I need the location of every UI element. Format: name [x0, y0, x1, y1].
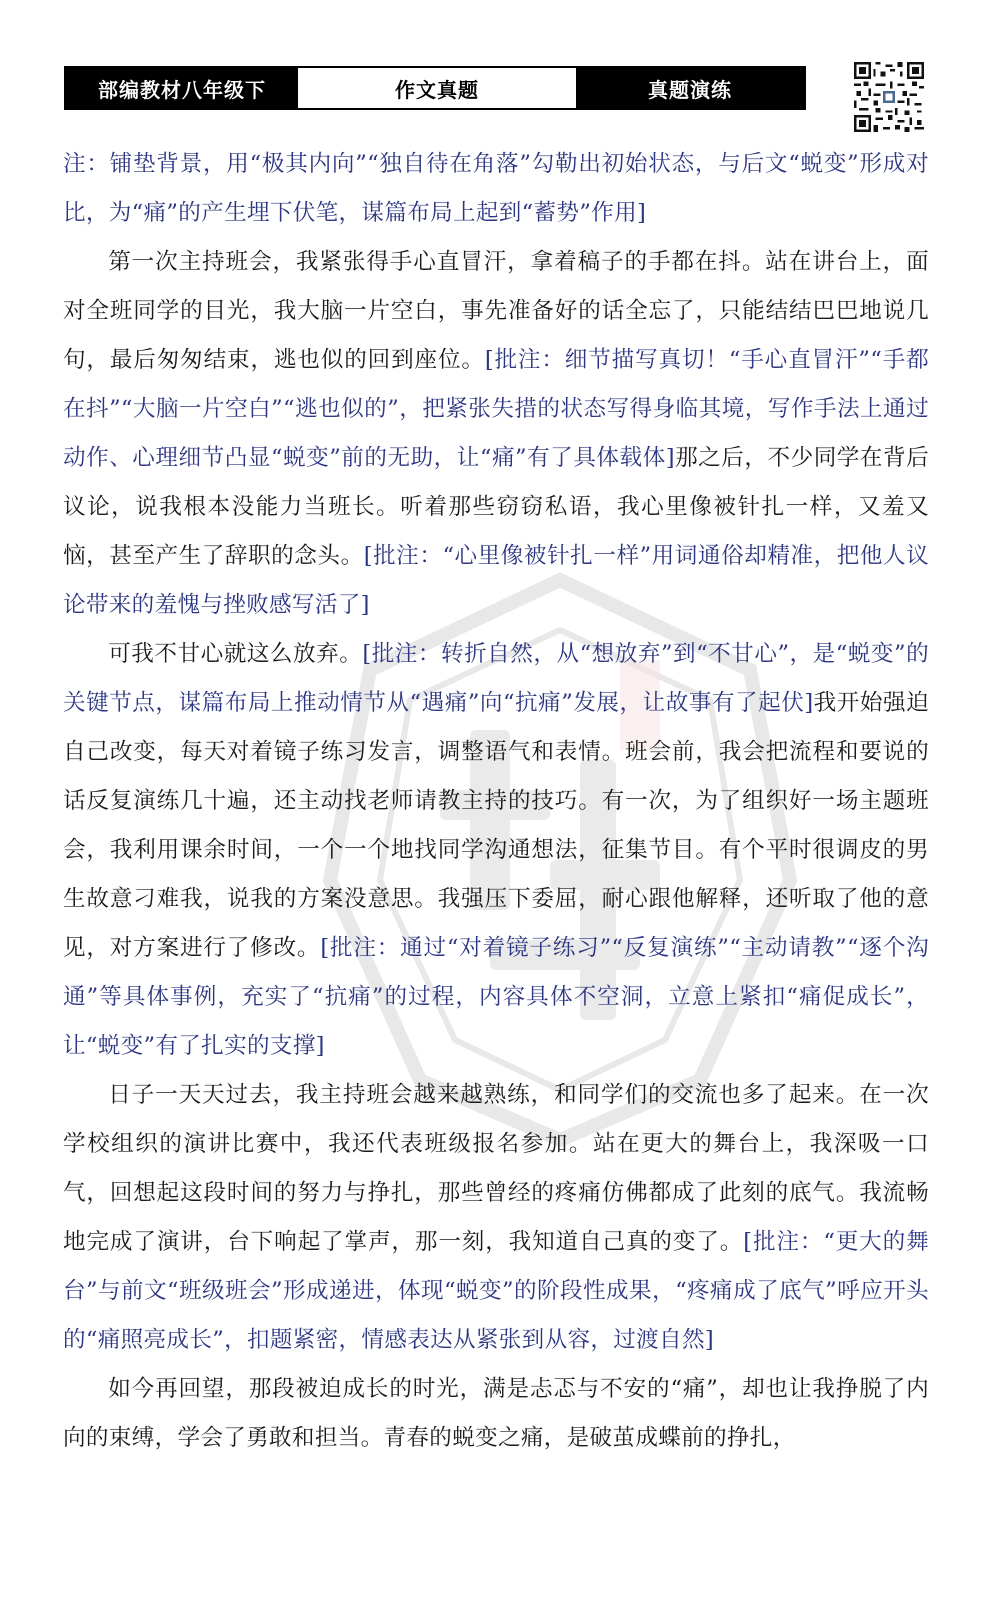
paragraph-3	[63, 630, 929, 1071]
annotation-text: [批注：细节描写真切！“手心直冒汗”“手都在抖”“大脑一片空白”“逃也似的”，把紧张失措的状态写得身临其境，写作手法上通过动作、心理细节凸显“蜕变”前的无助，让“痛”有了具体载体]	[63, 347, 929, 471]
paragraph-1	[63, 140, 929, 238]
paragraph-5	[63, 1365, 929, 1463]
body-text: 那之后，不少同学在背后议论，说我根本没能力当班长。听着那些窃窃私语，我心里像被针扎一样，又羞又恼，甚至产生了辞职的念头。	[63, 445, 929, 569]
annotation-text: [批注：“心里像被针扎一样”用词通俗却精准，把他人议论带来的羞愧与挫败感写活了]	[63, 543, 929, 618]
body-text: 可我不甘心就这么放弃。	[108, 641, 363, 667]
annotation-text: [批注：通过“对着镜子练习”“反复演练”“主动请教”“逐个沟通”等具体事例，充实了“抗痛”的过程，内容具体不空洞，立意上紧扣“痛促成长”，让“蜕变”有了扎实的支撑]	[63, 935, 929, 1059]
annotation-text: 注：铺垫背景，用“极其内向”“独自待在角落”勾勒出初始状态，与后文“蜕变”形成对比，为“痛”的产生埋下伏笔，谋篇布局上起到“蓄势”作用]	[63, 151, 929, 226]
body-text: 日子一天天过去，我主持班会越来越熟练，和同学们的交流也多了起来。在一次学校组织的演讲比赛中，我还代表班级报名参加。站在更大的舞台上，我深吸一口气，回想起这段时间的努力与挣扎，那些曾经的疼痛仿佛都成了此刻的底气。我流畅地完成了演讲，台下响起了掌声，那一刻，我知道自己真的变了。	[63, 1082, 929, 1255]
body-text: 第一次主持班会，我紧张得手心直冒汗，拿着稿子的手都在抖。站在讲台上，面对全班同学的目光，我大脑一片空白，事先准备好的话全忘了，只能结结巴巴地说几句，最后匆匆结束，逃也似的回到座位。	[63, 249, 929, 373]
body-text: 我开始强迫自己改变，每天对着镜子练习发言，调整语气和表情。班会前，我会把流程和要说的话反复演练几十遍，还主动找老师请教主持的技巧。有一次，为了组织好一场主题班会，我利用课余时间，一个一个地找同学沟通想法，征集节目。有个平时很调皮的男生故意刁难我，说我的方案没意思。我强压下委屈，耐心跟他解释，还听取了他的意见，对方案进行了修改。	[63, 690, 929, 961]
paragraph-2	[63, 238, 929, 630]
header-practice-label: 真题演练	[576, 68, 804, 108]
header-bar	[64, 66, 806, 110]
annotation-text: [批注：转折自然，从“想放弃”到“不甘心”，是“蜕变”的关键节点，谋篇布局上推动情节从“遇痛”向“抗痛”发展，让故事有了起伏]	[63, 641, 929, 716]
paragraph-4	[63, 1071, 929, 1365]
qr-code-icon[interactable]	[854, 62, 924, 132]
header-section-label: 作文真题	[298, 68, 576, 108]
body-text: 如今再回望，那段被迫成长的时光，满是忐忑与不安的“痛”，却也让我挣脱了内向的束缚，学会了勇敢和担当。青春的蜕变之痛，是破茧成蝶前的挣扎，	[63, 1376, 929, 1451]
header-grade-label: 部编教材八年级下	[66, 68, 298, 108]
essay-content	[63, 140, 929, 1463]
annotation-text: [批注：“更大的舞台”与前文“班级班会”形成递进，体现“蜕变”的阶段性成果，“疼痛成了底气”呼应开头的“痛照亮成长”，扣题紧密，情感表达从紧张到从容，过渡自然]	[63, 1229, 929, 1353]
